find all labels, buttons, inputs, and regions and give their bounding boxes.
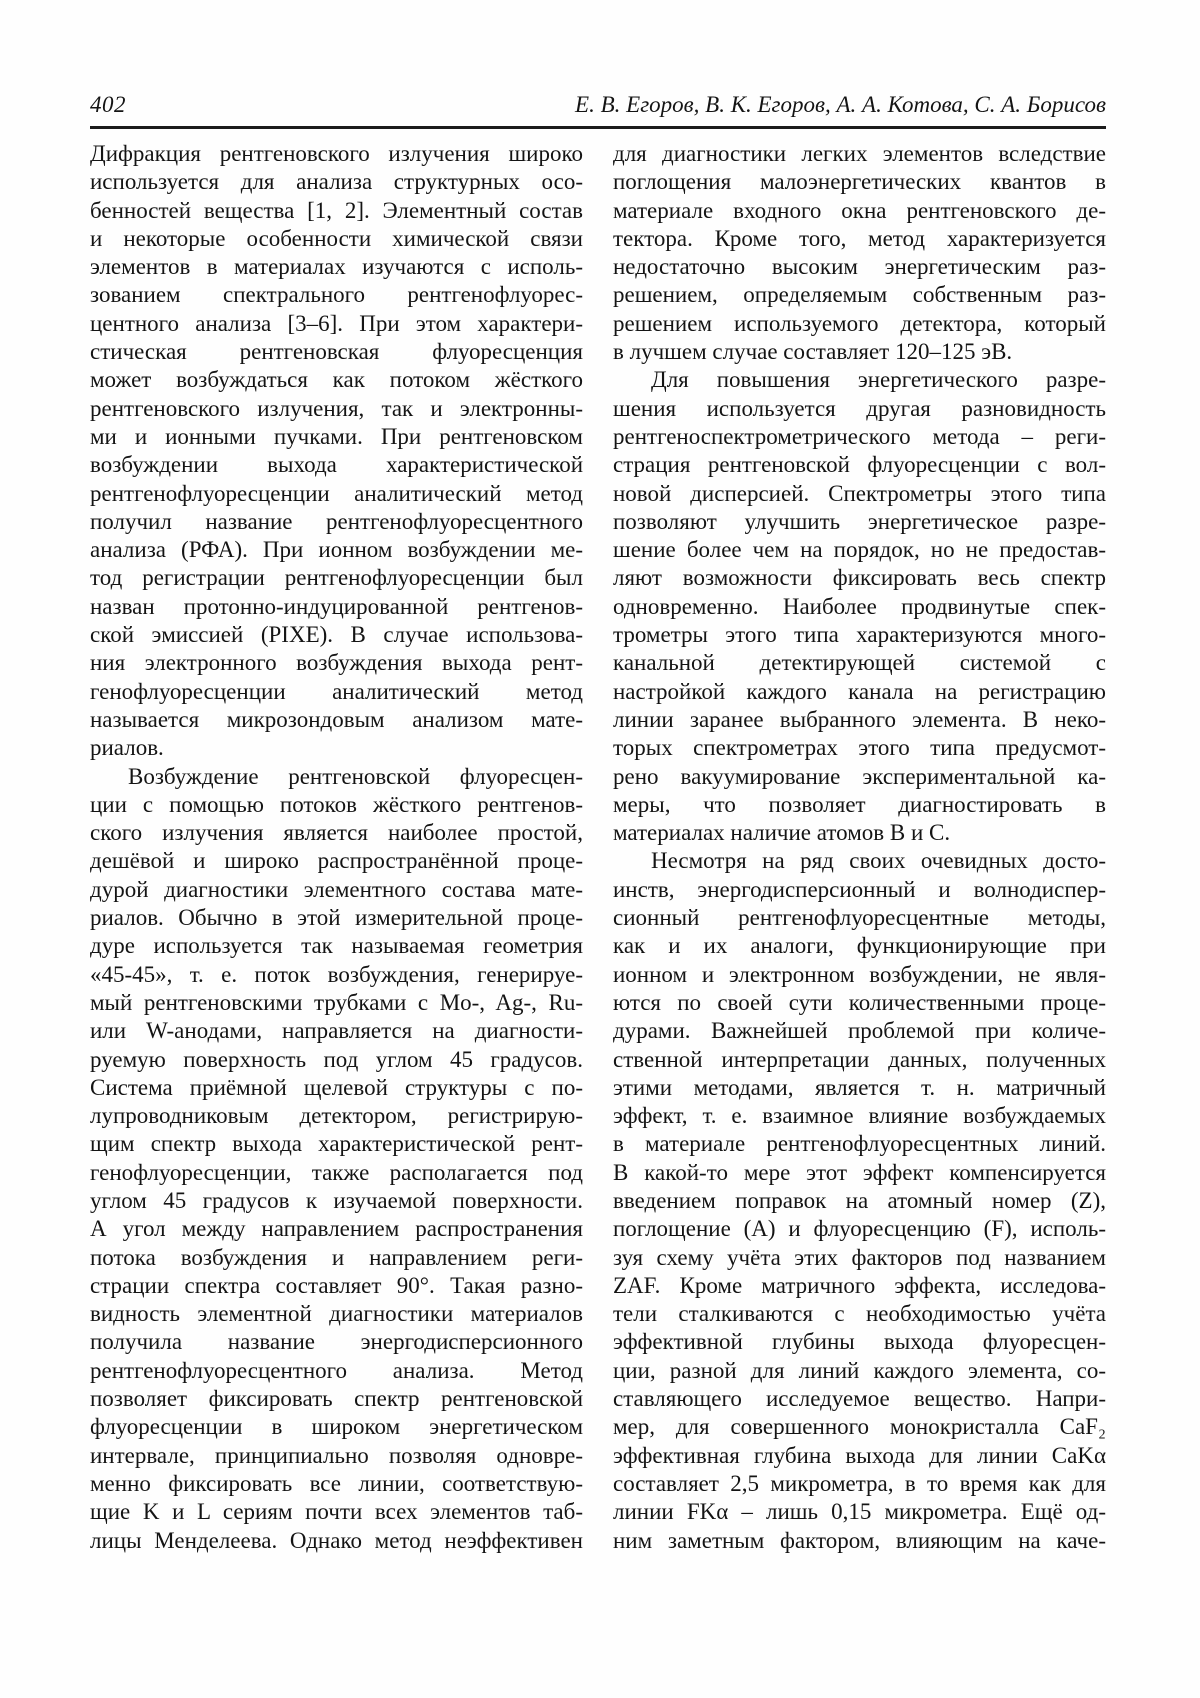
text-line: лупроводниковым детектором, регистрирую- (90, 1103, 583, 1129)
text-line: ции, разной для линий каждого элемента, со- (613, 1357, 1106, 1383)
text-line: Дифракция рентгеновского излучения широко (90, 141, 583, 166)
text-line: А угол между направлением распространения (90, 1216, 583, 1242)
text-line: одновременно. Наиболее продвинутые спек- (613, 593, 1106, 619)
paragraph (613, 140, 1106, 366)
text-line: торых спектрометрах этого типа предусмот- (613, 735, 1106, 761)
text-line: шения используется другая разновидность (613, 395, 1106, 421)
text-line: «45-45», т. е. поток возбуждения, генерируе- (90, 961, 583, 987)
text-line: видность элементной диагностики материалов (90, 1301, 583, 1327)
text-line: зуя схему учёта этих факторов под названием (613, 1244, 1106, 1270)
text-line: для диагностики легких элементов вследствие (613, 141, 1106, 166)
text-line: канальной детектирующей системой с (613, 650, 1106, 676)
text-line: интервале, принципиально позволяя одновре- (90, 1442, 583, 1468)
paragraph (90, 763, 583, 1555)
text-line: введением поправок на атомный номер (Z), (613, 1187, 1106, 1213)
text-line: ния электронного возбуждения выхода рент- (90, 650, 583, 676)
page-header (90, 84, 1106, 129)
text-line: рентгенофлуоресцентного анализа. Метод (90, 1357, 583, 1383)
text-line: решением, определяемым собственным раз- (613, 282, 1106, 308)
text-line: рентгеновского излучения, так и электронны- (90, 395, 583, 421)
text-line: возбуждении выхода характеристической (90, 452, 583, 478)
text-line: риалов. (90, 735, 164, 761)
text-line: ются по своей сути количественными проце- (613, 989, 1106, 1015)
text-line: страция рентгеновской флуоресценции с вол- (613, 452, 1106, 478)
text-line: позволяет фиксировать спектр рентгеновской (90, 1386, 583, 1412)
text-line: эффективной глубины выхода флуоресцен- (613, 1329, 1106, 1355)
text-line: называется микрозондовым анализом мате- (90, 706, 583, 732)
text-line: инств, энергодисперсионный и волнодиспер- (613, 876, 1106, 902)
text-line: генофлуоресценции аналитический метод (90, 678, 583, 704)
text-line: или W-анодами, направляется на диагности- (90, 1018, 583, 1044)
text-line: рентгеноспектрометрического метода – реги- (613, 423, 1106, 449)
text-line: щие K и L сериям почти всех элементов таб- (90, 1499, 583, 1525)
text-column-right (613, 140, 1106, 1555)
text-line: используется для анализа структурных осо- (90, 169, 583, 195)
text-line: тектора. Кроме того, метод характеризуется (613, 225, 1106, 251)
text-line: В какой-то мере этот эффект компенсируется (613, 1159, 1106, 1185)
text-line: ляют возможности фиксировать весь спектр (613, 565, 1106, 591)
text-line: Система приёмной щелевой структуры с по- (90, 1074, 583, 1100)
text-line: в материале рентгенофлуоресцентных линий. (613, 1131, 1106, 1157)
text-line: ZAF. Кроме матричного эффекта, исследова- (613, 1272, 1106, 1298)
text-line: в лучшем случае составляет 120–125 эВ. (613, 339, 1013, 365)
text-line: составляет 2,5 микрометра, в то время как для (613, 1470, 1106, 1496)
text-line: может возбуждаться как потоком жёсткого (90, 367, 583, 393)
text-line: Для повышения энергетического разре- (651, 367, 1106, 393)
text-line: стическая рентгеновская флуоресценция (90, 339, 583, 365)
text-line: новой дисперсией. Спектрометры этого типа (613, 480, 1106, 506)
text-line: рентгенофлуоресценции аналитический метод (90, 480, 583, 506)
text-line: шение более чем на порядок, но не предостав- (613, 537, 1106, 563)
text-line: флуоресценции в широком энергетическом (90, 1414, 583, 1440)
text-line: эффект, т. е. взаимное влияние возбуждаемых (613, 1103, 1106, 1129)
text-line: центного анализа [3–6]. При этом характери- (90, 310, 583, 336)
text-line: рено вакуумирование экспериментальной ка- (613, 763, 1106, 789)
text-line: ции с помощью потоков жёсткого рентгенов- (90, 791, 583, 817)
text-line: тели сталкиваются с необходимостью учёта (613, 1301, 1106, 1327)
text-line: как и их аналоги, функционирующие при (613, 933, 1106, 959)
two-column-body (90, 140, 1106, 1555)
text-line: зованием спектрального рентгенофлуорес- (90, 282, 583, 308)
text-line: дешёвой и широко распространённой проце- (90, 848, 583, 874)
text-line: ми и ионными пучками. При рентгеновском (90, 423, 583, 449)
text-line: и некоторые особенности химической связи (90, 225, 583, 251)
text-line: ского излучения является наиболее простой, (90, 820, 583, 846)
text-line: ионном и электронном возбуждении, не явля- (613, 961, 1106, 987)
text-line: позволяют улучшить энергетическое разре- (613, 508, 1106, 534)
text-line: этими методами, является т. н. матричный (613, 1074, 1106, 1100)
text-line: дурами. Важнейшей проблемой при количе- (613, 1018, 1106, 1044)
text-line: мер, для совершенного монокристалла CaF₂ (613, 1414, 1106, 1440)
paragraph (90, 140, 583, 763)
text-line: трометры этого типа характеризуются много- (613, 622, 1106, 648)
text-line: элементов в материалах изучаются с исполь- (90, 254, 583, 280)
text-line: эффективная глубина выхода для линии CaKα (613, 1442, 1106, 1468)
text-line: ственной интерпретации данных, полученных (613, 1046, 1106, 1072)
text-line: материале входного окна рентгеновского де- (613, 197, 1106, 223)
text-line: настройкой каждого канала на регистрацию (613, 678, 1106, 704)
text-line: тод регистрации рентгенофлуоресценции был (90, 565, 583, 591)
text-line: анализа (РФА). При ионном возбуждении ме- (90, 537, 583, 563)
text-line: углом 45 градусов к изучаемой поверхности. (90, 1187, 583, 1213)
text-line: материалах наличие атомов B и C. (613, 820, 951, 846)
authors-running-head: Е. В. Егоров, В. К. Егоров, А. А. Котова, С. А. Борисов (575, 92, 1106, 117)
text-column-left (90, 140, 583, 1555)
text-line: Несмотря на ряд своих очевидных досто- (651, 848, 1106, 874)
text-line: руемую поверхность под углом 45 градусов. (90, 1046, 583, 1072)
text-line: недостаточно высоким энергетическим раз- (613, 254, 1106, 280)
text-line: линии заранее выбранного элемента. В неко- (613, 706, 1106, 732)
text-line: риалов. Обычно в этой измерительной проце- (90, 905, 583, 931)
text-line: щим спектр выхода характеристической рент- (90, 1131, 583, 1157)
text-line: меры, что позволяет диагностировать в (613, 791, 1106, 817)
text-line: дуре используется так называемая геометрия (90, 933, 583, 959)
text-line: получила название энергодисперсионного (90, 1329, 583, 1355)
text-line: Возбуждение рентгеновской флуоресцен- (128, 763, 583, 789)
text-line: линии FKα – лишь 0,15 микрометра. Ещё од- (613, 1499, 1106, 1525)
text-line: ской эмиссией (PIXE). В случае использова- (90, 622, 583, 648)
page-number: 402 (90, 92, 126, 117)
text-line: ним заметным фактором, влияющим на каче- (613, 1527, 1106, 1553)
text-line: генофлуоресценции, также располагается под (90, 1159, 583, 1185)
text-line: сионный рентгенофлуоресцентные методы, (613, 905, 1106, 931)
text-line: назван протонно-индуцированной рентгенов- (90, 593, 583, 619)
text-line: поглощение (A) и флуоресценцию (F), исполь- (613, 1216, 1106, 1242)
text-line: поглощения малоэнергетических квантов в (613, 169, 1106, 195)
text-line: лицы Менделеева. Однако метод неэффективен (90, 1527, 583, 1553)
text-line: ставляющего исследуемое вещество. Напри- (613, 1386, 1106, 1412)
paragraph (613, 366, 1106, 847)
text-line: страции спектра составляет 90°. Такая разно- (90, 1272, 583, 1298)
text-line: менно фиксировать все линии, соответствую- (90, 1470, 583, 1496)
paragraph (613, 847, 1106, 1554)
text-line: получил название рентгенофлуоресцентного (90, 508, 583, 534)
text-line: решением используемого детектора, который (613, 310, 1106, 336)
text-line: бенностей вещества [1, 2]. Элементный состав (90, 197, 583, 223)
text-line: потока возбуждения и направлением реги- (90, 1244, 583, 1270)
text-line: дурой диагностики элементного состава мате- (90, 876, 583, 902)
text-line: мый рентгеновскими трубками с Mo-, Ag-, Ru- (90, 989, 583, 1015)
